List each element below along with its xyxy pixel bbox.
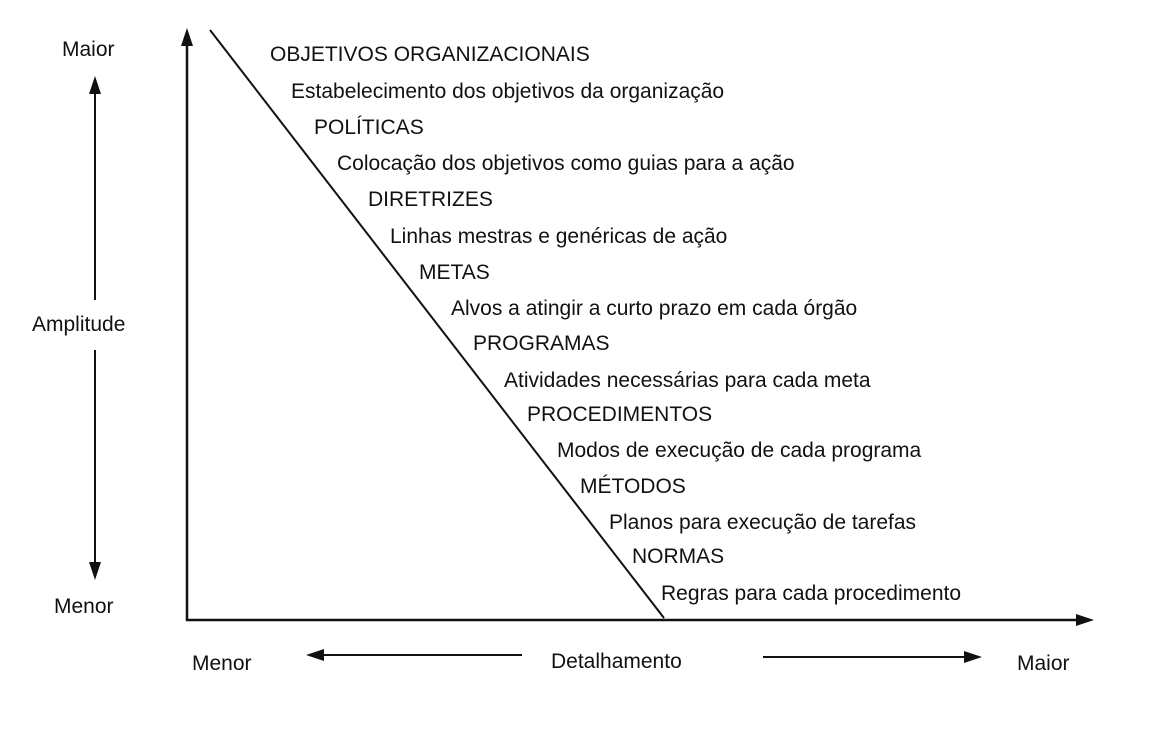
item-heading-objetivos: OBJETIVOS ORGANIZACIONAIS (270, 43, 590, 66)
detail-arrowhead-left (306, 649, 324, 661)
item-heading-metodos: MÉTODOS (580, 475, 686, 498)
item-description-metas: Alvos a atingir a curto prazo em cada órgão (451, 297, 858, 320)
x-axis-left-label: Menor (192, 652, 252, 675)
amplitude-arrowhead-up (89, 76, 101, 94)
y-axis-title: Amplitude (32, 313, 126, 336)
x-axis-title: Detalhamento (551, 650, 682, 673)
y-axis-top-label: Maior (62, 38, 115, 61)
item-heading-programas: PROGRAMAS (473, 332, 610, 355)
item-heading-procedimentos: PROCEDIMENTOS (527, 403, 713, 426)
item-description-programas: Atividades necessárias para cada meta (504, 369, 871, 392)
diagonal-line (210, 30, 664, 618)
item-description-objetivos: Estabelecimento dos objetivos da organização (291, 80, 725, 103)
item-heading-metas: METAS (419, 261, 490, 284)
y-axis-bottom-label: Menor (54, 595, 114, 618)
x-axis-arrowhead (1076, 614, 1094, 626)
item-description-politicas: Colocação dos objetivos como guias para a ação (337, 152, 795, 175)
x-axis-right-label: Maior (1017, 652, 1070, 675)
item-description-procedimentos: Modos de execução de cada programa (557, 439, 922, 462)
item-heading-diretrizes: DIRETRIZES (368, 188, 493, 211)
item-description-diretrizes: Linhas mestras e genéricas de ação (390, 225, 728, 248)
item-heading-normas: NORMAS (632, 545, 725, 568)
amplitude-arrowhead-down (89, 562, 101, 580)
detail-arrowhead-right (964, 651, 982, 663)
item-description-metodos: Planos para execução de tarefas (609, 511, 917, 534)
item-description-normas: Regras para cada procedimento (661, 582, 962, 605)
item-heading-politicas: POLÍTICAS (314, 116, 424, 139)
y-axis-arrowhead (181, 28, 193, 46)
